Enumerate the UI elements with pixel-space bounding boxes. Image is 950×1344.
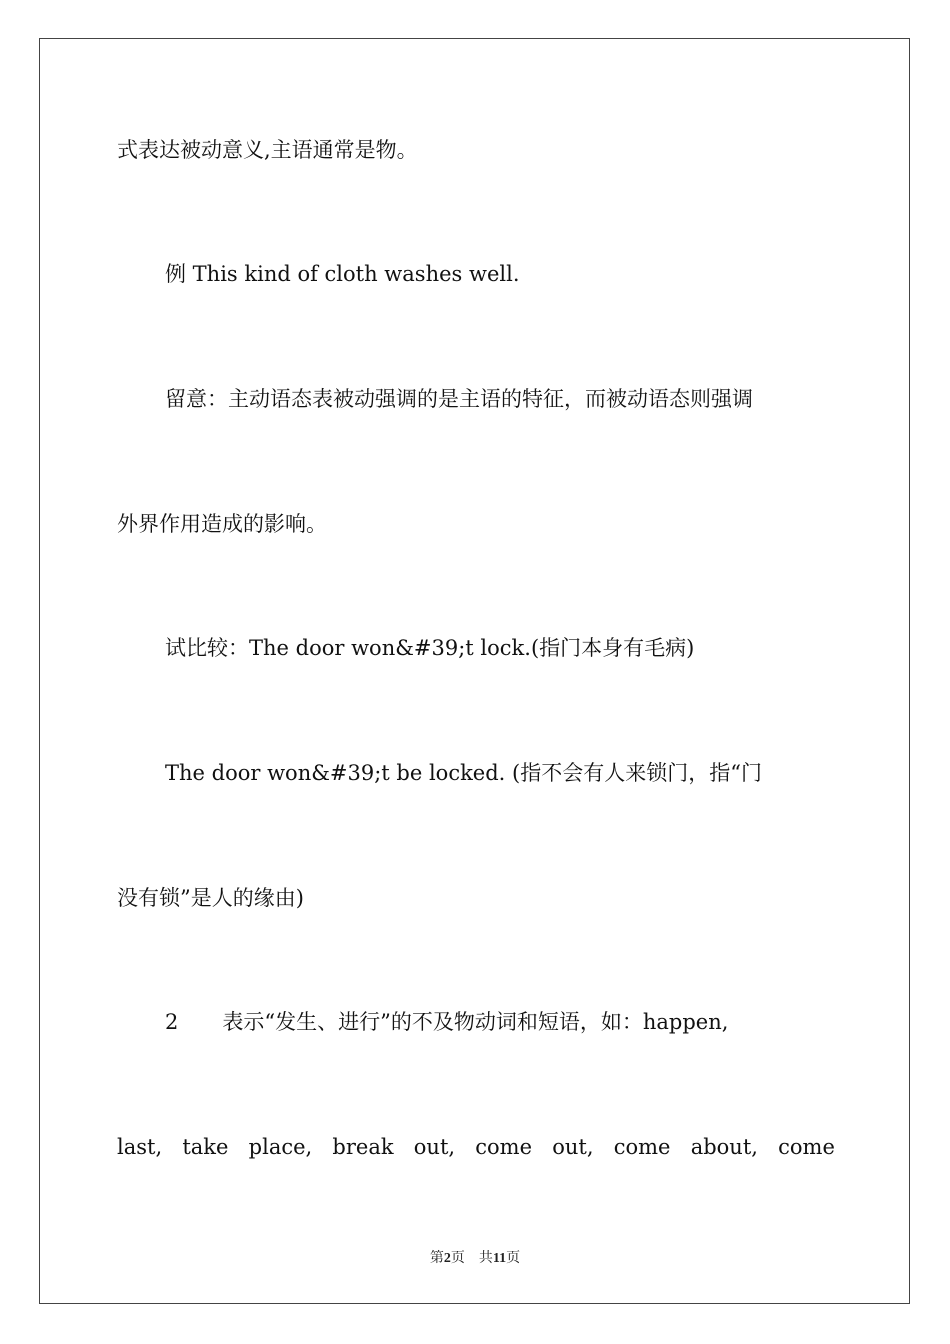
word: about, xyxy=(690,1135,758,1159)
item-number: 2 xyxy=(165,1010,179,1034)
text-line-4: 外界作用造成的影响。 xyxy=(117,512,327,536)
item-text: 表示“发生、进行”的不及物动词和短语，如：happen, xyxy=(222,1010,729,1034)
text-line-2: 例 This kind of cloth washes well. xyxy=(165,262,520,286)
page-number: 2 xyxy=(443,1251,451,1266)
text-line-7: 没有锁”是人的缘由) xyxy=(117,886,304,910)
page-prefix: 第 xyxy=(429,1251,444,1266)
page-border xyxy=(39,38,910,1304)
text-line-6: The door won&#39;t be locked. (指不会有人来锁门，指“门 xyxy=(165,761,762,785)
page-footer xyxy=(0,1247,950,1267)
text-line-8 xyxy=(165,1009,728,1035)
word: come xyxy=(778,1135,835,1159)
total-pages: 11 xyxy=(492,1251,507,1266)
page-suffix: 页 xyxy=(450,1251,465,1266)
word: break xyxy=(332,1135,394,1159)
text-line-5: 试比较：The door won&#39;t lock.(指门本身有毛病) xyxy=(165,636,695,660)
word: out, xyxy=(552,1135,594,1159)
text-line-1: 式表达被动意义,主语通常是物。 xyxy=(117,138,418,162)
text-line-9 xyxy=(117,1134,835,1160)
total-prefix: 共 xyxy=(478,1251,493,1266)
text-line-3: 留意：主动语态表被动强调的是主语的特征，而被动语态则强调 xyxy=(165,387,753,411)
word: out, xyxy=(413,1135,456,1159)
word: come xyxy=(613,1135,671,1159)
word: take xyxy=(182,1135,229,1159)
total-suffix: 页 xyxy=(506,1251,521,1266)
word: place, xyxy=(248,1135,313,1159)
word: last, xyxy=(117,1135,163,1159)
word: come xyxy=(475,1135,533,1159)
